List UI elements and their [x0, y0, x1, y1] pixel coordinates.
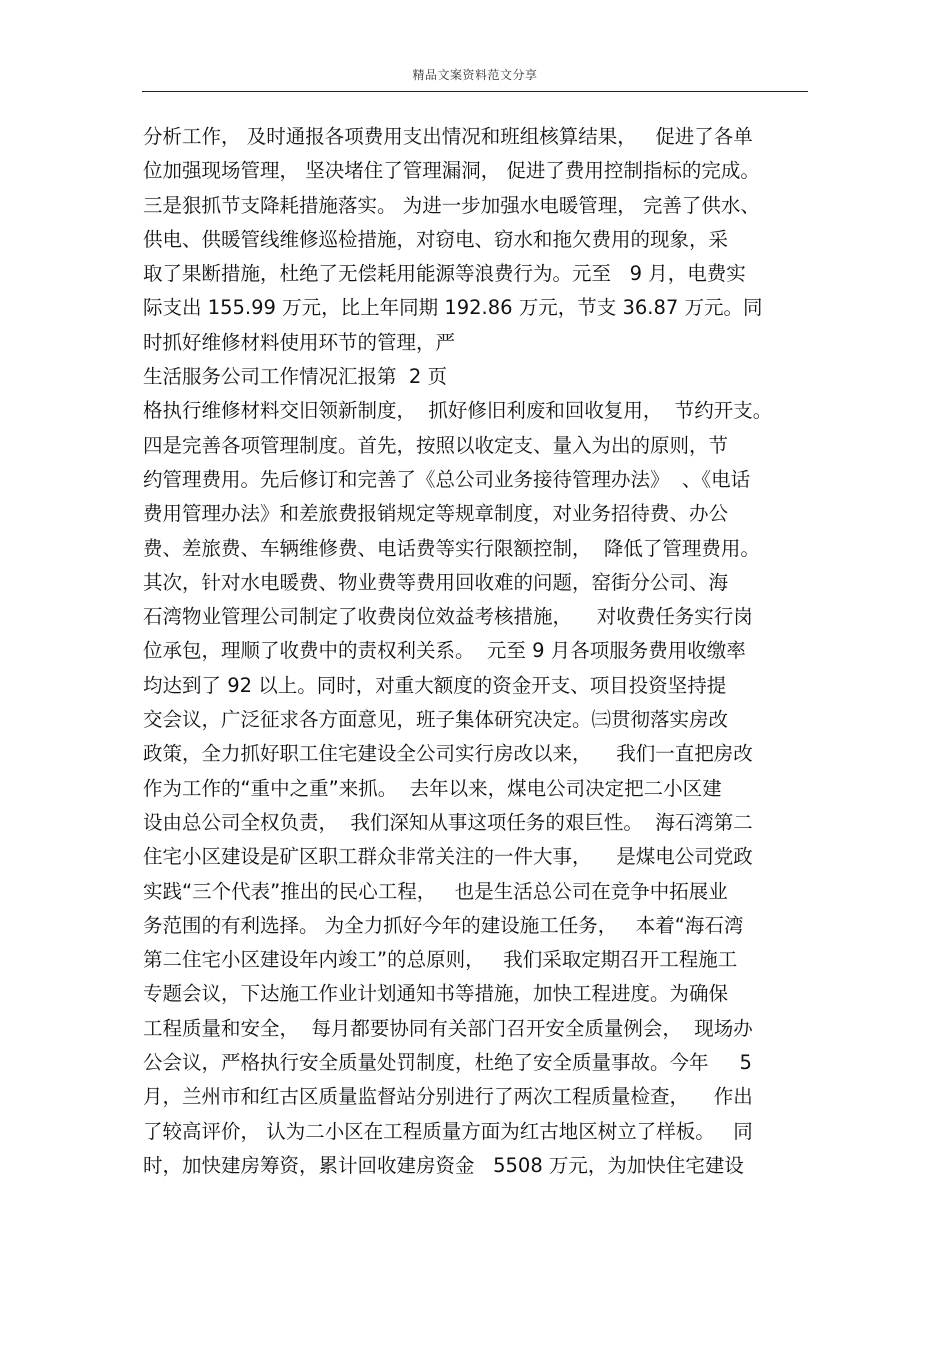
text-line: 际支出 155.99 万元，比上年同期 192.86 万元，节支 36.87 万元。同: [143, 296, 763, 320]
text-line: 位加强现场管理， 坚决堵住了管理漏洞， 促进了费用控制指标的完成。: [143, 159, 760, 183]
text-line: 专题会议，下达施工作业计划通知书等措施，加快工程进度。为确保: [143, 982, 729, 1006]
text-line: 四是完善各项管理制度。首先，按照以收定支、量入为出的原则，节: [143, 433, 729, 457]
text-line: 石湾物业管理公司制定了收费岗位效益考核措施， 对收费任务实行岗: [143, 605, 753, 629]
text-line: 费用管理办法》和差旅费报销规定等规章制度，对业务招待费、办公: [143, 502, 729, 526]
text-line: 三是狠抓节支降耗措施落实。 为进一步加强水电暖管理， 完善了供水、: [143, 193, 760, 217]
text-line: 交会议，广泛征求各方面意见，班子集体研究决定。㈢贯彻落实房改: [143, 708, 729, 732]
text-line: 月，兰州市和红古区质量监督站分别进行了两次工程质量检查， 作出: [143, 1085, 753, 1109]
text-line: 费、差旅费、车辆维修费、电话费等实行限额控制， 降低了管理费用。: [143, 536, 760, 560]
text-line: 作为工作的“重中之重”来抓。 去年以来，煤电公司决定把二小区建: [143, 776, 722, 800]
text-line: 取了果断措施，杜绝了无偿耗用能源等浪费行为。元至 9 月，电费实: [143, 262, 746, 286]
text-line: 其次，针对水电暖费、物业费等费用回收难的问题，窑街分公司、海: [143, 570, 729, 594]
page-header: 精品文案资料范文分享: [412, 68, 538, 82]
text-line: 供电、供暖管线维修巡检措施，对窃电、窃水和拖欠费用的现象，采: [143, 227, 729, 251]
header-divider: [142, 91, 808, 92]
text-line: 实践“三个代表”推出的民心工程， 也是生活总公司在竞争中拓展业: [143, 879, 728, 903]
text-line: 约管理费用。先后修订和完善了《总公司业务接待管理办法》 、《电话: [143, 467, 751, 491]
text-line: 均达到了 92 以上。同时，对重大额度的资金开支、项目投资坚持提: [143, 673, 727, 697]
text-line: 设由总公司全权负责， 我们深知从事这项任务的艰巨性。 海石湾第二: [143, 810, 753, 834]
text-line: 时，加快建房筹资，累计回收建房资金 5508 万元，为加快住宅建设: [143, 1153, 744, 1177]
document-body: [143, 120, 813, 1183]
text-line: 住宅小区建设是矿区职工群众非常关注的一件大事， 是煤电公司党政: [143, 845, 753, 869]
text-line: 时抓好维修材料使用环节的管理，严: [143, 330, 456, 354]
text-line: 位承包，理顺了收费中的责权利关系。 元至 9 月各项服务费用收缴率: [143, 639, 746, 663]
text-line: 公会议，严格执行安全质量处罚制度，杜绝了安全质量事故。今年 5: [143, 1051, 752, 1075]
page-break-label: 生活服务公司工作情况汇报第 2 页: [143, 365, 448, 389]
text-line: 第二住宅小区建设年内竣工”的总原则， 我们采取定期召开工程施工: [143, 948, 738, 972]
text-line: 工程质量和安全， 每月都要协同有关部门召开安全质量例会， 现场办: [143, 1016, 753, 1040]
text-line: 政策，全力抓好职工住宅建设全公司实行房改以来， 我们一直把房改: [143, 742, 753, 766]
text-line: 格执行维修材料交旧领新制度， 抓好修旧利废和回收复用， 节约开支。: [143, 399, 773, 423]
text-line: 务范围的有利选择。 为全力抓好今年的建设施工任务， 本着“海石湾: [143, 913, 744, 937]
text-line: 分析工作， 及时通报各项费用支出情况和班组核算结果， 促进了各单: [143, 125, 753, 148]
text-line: 了较高评价， 认为二小区在工程质量方面为红古地区树立了样板。 同: [143, 1119, 753, 1143]
